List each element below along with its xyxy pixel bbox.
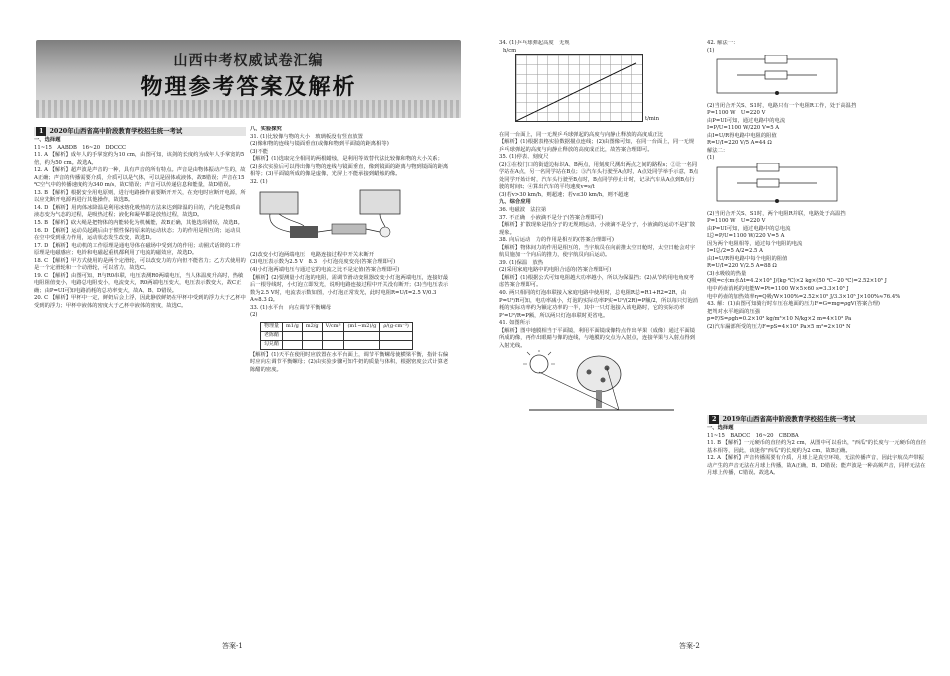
table-header-cell: ρ/(g·cm⁻³) [380,322,413,331]
text-line: 40. 两只相同的灯泡串联接入家庭电路中使用时，总电阻R总=R1+R2=2R，由P=U²/R可知，电功率减小，灯泡的实际功率P实=U²/(2R)=P额/2，所以每只灯泡消耗的实际功率约为额定功率的一半，其中一只灯泡接入该电路时，它的实际功率P'=U²/R=P额，所以两只灯泡串联时更省电。 [499,290,699,319]
circuit-figure-42a [707,55,857,99]
text-line: 32. (1) [250,178,268,185]
text-line: 15. B 【解析】砍大绳是把物体的内能转化为机械能，故B正确，其他选项错误，故选B。 [34,220,243,227]
text-line: p=F/S=ρgh=0.2×10³ kg/m³×10 N/kg×2 m=4×10³ Pa [707,316,852,323]
text-line: 18. C 【解析】甲方式使用的是两个定滑轮，可以改变力的方向但不能省力；乙方式使用的是一个定滑轮和一个动滑轮，可以省力，故选C。 [34,257,246,272]
page-right [475,0,950,676]
text-line: 把驾对水平地面的压强 [707,308,760,315]
text-line: (4)小灯泡两端电压与通过它的电流之比不是定值(答案合理即可) [250,267,400,274]
table-header-cell: m1/g [283,322,303,331]
text-line: (2)当闭合开关S、S1时，电路只有一个电阻R工作，处于高温挡 [707,102,857,109]
table-row [261,340,413,349]
text-line: Q吸=c水m水Δt=4.2×10³ J/(kg·℃)×2 kg×(50 ℃−20 ℃)=2.52×10⁵ J [707,278,887,285]
text-line: (1) [707,47,715,54]
page-number-left: 答案-1 [222,642,243,650]
text-line: 九、综合应用 [499,199,531,206]
text-line: 解法二： [707,147,729,154]
battery-icon [290,226,318,238]
text-line: 【解析】(2)要测量小灯泡的电阻，需调节滑动变阻器改变小灯泡两端电压，连接好最后一根导线时，小灯泡立即发光，说明电路连接过程中开关没有断开；(3)当电压表示数为2.5 V时，电流表示数如图，小灯泡正常发光，此时电阻R=U/I=2.5 V/0.3 A≈8.3 Ω。 [250,274,449,304]
text-line: 一、选择题 [707,425,734,431]
resistor-icon [765,71,787,79]
text-line: 35. (1)停表、刻度尺 [499,154,549,161]
section-2-title: 2019年山西省高中阶段教育学校招生统一考试 [722,415,856,423]
tree-trunk [596,390,602,408]
text-line: (3)不能 [250,148,269,155]
circuit-figure-32 [250,186,430,248]
text-line: 11. B 【解析】一元硬币的直径约为2 cm，从图中可以看出，"西瓜"的长度与一元硬币的直径基本相等，因此，该迷你"西瓜"的长度约为2 cm，故B正确。 [707,440,926,454]
table-cell: 老陈醋 [261,331,283,340]
text-line: 12. A 【解析】超声波是声音的一种，具有声音的所有特点。声音是由物体振动产生的，故A正确；声音的传播需要介质，介质可以是气体，可以是固体或液体，故B错误；声音在15 ℃空气中的传播速度约为340 m/s，故C错误；声音可以传递信息和能量，故D错误。 [34,167,246,189]
text-line: (3)若v>30 km/h，则超速；若v≤30 km/h，则不超速 [499,191,629,198]
text-line: (2)采用家庭电路中的电阻合适的(答案合理即可) [499,267,612,274]
text-line: 43. 解：(1)由图可知骑行时车压在地面的压力F=G=mg=ρgV(答案合理) [707,301,880,308]
table-cell: 勾兑醋 [261,340,283,349]
text-line: 【解析】图中地膜相当于平面镜，利用平面镜成像特点作出苹果（成像）通过平面镜所成的像，再作出眼睛与像的连线，与地膜的交点为入射点，连接苹果与入射点得到入射光线。 [499,327,695,349]
text-line: (3)水吸收的热量 [707,270,747,277]
text-line: 【解析】扩散现象是指分子的无规则运动，小液滴不是分子，小液滴的运动不是扩散现象。 [499,222,695,236]
header-title: 物理参考答案及解析 [140,74,357,100]
data-table-33 [260,322,413,350]
right-col [707,40,927,410]
text-line: P=1100 W U=220 V [707,110,766,117]
text-line: 11~15 AABDB 16~20 DDCCC [34,144,127,151]
text-line: R=U/I=220 V/5 A=44 Ω [707,140,772,147]
text-line: 电中药壶消耗的电能W=Pt=1100 W×5×60 s=3.3×10⁵ J [707,286,849,293]
text-line: I总=P/U=1100 W/220 V=5 A [707,233,785,240]
text-line: P=1100 W U=220 V [707,218,766,225]
text-line: 17. D 【解析】电动机的工作原理是通电导体在磁场中受到力的作用；动圈式话筒的工作原理是电磁感应；电铃和电磁起重机都利用了电流的磁效应，故选D。 [34,242,241,257]
text-line: 11~15 BADCC 16~20 CBDBA [707,432,799,439]
sun-icon [530,355,548,373]
circuit-figure-42b [707,163,857,207]
text-line: (2)改变小灯泡两端电压 电路连接过程中开关未断开 [250,251,375,258]
bulb-icon [380,227,390,237]
resistor-icon [757,163,779,171]
text-line: 13. B 【解析】根据安全用电原则，进行电路操作前要断开开关，在充电时应断开电源，所以应先断开电源再进行其他操作，故选B。 [34,189,246,204]
text-line: 19. C 【解析】由图可知，R与R0串联，电压表测R0两端电压，当人体温度升高时，热敏电阻阻值变小，电路总电阻变小，电流变大，R0两端电压变大，电压表示数变大，故C正确；由P=UI可知电路消耗的总功率变大，故A、B、D错误。 [34,272,244,294]
section-2-col [707,414,927,636]
page-number-right: 答案-2 [679,642,700,650]
text-line: 【解析】(1)根据表格实验数据描点连线；(2)由图像可知，在同一台面上，同一无规乒乓球弹起的高度与向静止释放的高度成正比，故答案合理即可。 [499,139,695,153]
table-header-row [261,322,413,331]
text-line: 39. (1)保温 放热 [499,259,544,266]
section-2-header [707,415,927,424]
graph-xlabel: t/min [645,115,660,122]
text-line: 【解析】(1)选取完全相同的两根蜡烛，是利用等效替代法比较像和物的大小关系；(2)多次实验后可以得出像与物的连线与镜面垂直，像到镜面的距离与物到镜面的距离相等；(3)平面镜所成的像是虚像，光屏上不能承接到蜡烛的像。 [250,156,449,178]
resistor-icon [757,179,779,187]
text-line: 36. 电磁波 法拉第 [499,207,547,214]
text-line: 因为两个电阻相等，通过每个电阻的电流 [707,240,803,247]
text-line: 33. (1)水平台 向左调节平衡螺母 [250,304,332,311]
text-line: 20. C 【解析】甲杯中一定，鲜奶后会上浮，因此静放鲜奶在甲杯中受到的浮力大于乙杯中受到的浮力；甲杯中液体的密度大于乙杯中液体的密度，故选C。 [34,295,246,310]
switch-icon [775,199,779,203]
text-line: R=U/I=220 V/2.5 A=88 Ω [707,263,777,270]
text-line: 【解析】(1)天平在使用时应放置在水平台面上，调节平衡螺母使横梁平衡，指针右偏时应向左调节平衡螺母；(2)由实验步骤可知牛奶的质量与体积，根据密度公式计算老陈醋的密度。 [250,351,449,373]
resistor-icon [765,55,787,63]
banner-stripe [36,100,461,118]
left-col-b [250,126,450,636]
text-line: 42. 解法一： [707,40,739,46]
rheostat-icon [332,224,366,234]
text-line: 八、实验探究 [250,126,282,132]
text-line: 12. A 【解析】声音传播需要有介质，月球上是真空环境，无法传播声音，因此宇航员声带振动产生的声音无法在月球上传播，故A正确，B、D错误；能声波是一种高频声音，同样无法在月球上传播，C错误。故选A。 [707,455,926,477]
middle-col [499,40,699,636]
text-line: (2) [250,312,258,319]
voltmeter-icon [360,190,400,214]
table-header-cell: 物理量 [261,322,283,331]
section-2-num: 2 [709,415,719,424]
tree-figure-41 [499,350,689,420]
graph-34 [499,48,699,132]
text-line: (2)当闭合开关S、S1时，两个电阻R并联，电路处于高温挡 [707,210,846,217]
text-line: 在同一台面上，同一无规乒乓球弹起的高度与向静止释放的高度成正比 [499,131,664,138]
header-banner [36,40,461,118]
section-1-num: 1 [36,127,46,136]
text-line: 14. D 【解析】用肉体冰降温是利用冰熔化吸热的方法来达到降温的目的，汽化是物质由液态变为气态的过程，是吸热过程；液化和凝华都是放热过程，故选D。 [34,204,241,219]
text-line: 【解析】(1)根据公式可知电阻越大功率越小，所以为保温挡；(2)从节约用电角度考虑答案合理即可。 [499,274,695,289]
graph-ylabel: h/cm [503,47,517,54]
text-line: (2)①在校门口的街道边标识A、B两点，用刻度尺测出两点之间的路程s；②让一名同学站在A点，另一名同学站在B点；③汽车头行驶至A点时，A点处同学举手示意，B点处同学开始计时，汽车头行驶至B点时，B点同学停止计时，记录汽车从A点到B点行驶的时间t；④算出汽车的平均速度v=s/t [499,161,699,191]
switch-icon [775,91,779,95]
tree-icon [577,356,621,392]
text-line: I=P/U=1100 W/220 V=5 A [707,125,780,132]
text-line: 由I=U/R得电路中每个电阻的阻值 [707,255,788,262]
table-header-cell: m2/g [302,322,322,331]
text-line: 【解析】物体间力的作用是相互的，当宇航员在向前推太空日舱时，太空日舱会对宇航员施加一个向后的推力，使宇航员向后运动。 [499,244,695,259]
text-line: 由I=U/R得电路中电阻的阻值 [707,132,777,139]
section-1-header [34,127,246,136]
table-row [261,331,413,340]
text-line: (3)电压表示数为2.5 V 8.3 小灯泡亮度变亮(答案合理即可) [250,259,396,266]
graph-grid [515,54,643,122]
graph-caption: 34. (1)乒乓球弹起高度 无规 [499,40,570,46]
header-subtitle: 山西中考权威试卷汇编 [173,53,324,69]
section-1-title: 2020年山西省高中阶段教育学校招生统一考试 [49,127,183,135]
ammeter-icon [260,192,298,214]
text-line: 由P=UI可知，通过电路中的电流 [707,117,786,124]
graph-line [516,55,642,121]
text-line: I=I总/2=5 A/2=2.5 A [707,248,763,255]
text-line: 37. 不正确 小液滴不是分子(答案合理即可) [499,214,604,221]
text-line: 41. 如图所示 [499,320,531,327]
text-line: 11. A 【解析】成年人的手掌宽约为10 cm，由图可知，该剑的长度约为成年人手掌宽的5倍，约为50 cm。故选A。 [34,152,245,166]
table-header-cell: V/cm³ [322,322,344,331]
text-line: 由P=UI可知，通过电路中的总电流 [707,225,791,232]
text-line: (2)汽车漏部所受的压力F=pS=4×10³ Pa×5 m²=2×10⁴ N [707,323,851,330]
text-line: 38. 向后运动 力的作用是相互的(答案合理即可) [499,237,614,244]
text-line: 一、选择题 [34,137,61,143]
text-line: 电中药壶的加热效率η=Q吸/W×100%=2.52×10⁵ J/3.3×10⁵ J×100%≈76.4% [707,293,901,300]
text-line: (1) [707,155,715,162]
text-line: 31. (1)比较像与物的大小 玻璃板没有竖直放置 [250,133,363,140]
text-line: (2)像和物的连线与镜面垂直(或像和物到平面镜的距离相等) [250,141,389,148]
table-header-cell: (m1−m2)/g [344,322,380,331]
left-col-a [34,126,246,636]
text-line: 16. D 【解析】运动员起跳后由于惯性保持原来的运动状态；力的作用是相互的；运动员在空中受到重力作用，运动状态发生改变，故选D。 [34,227,241,242]
